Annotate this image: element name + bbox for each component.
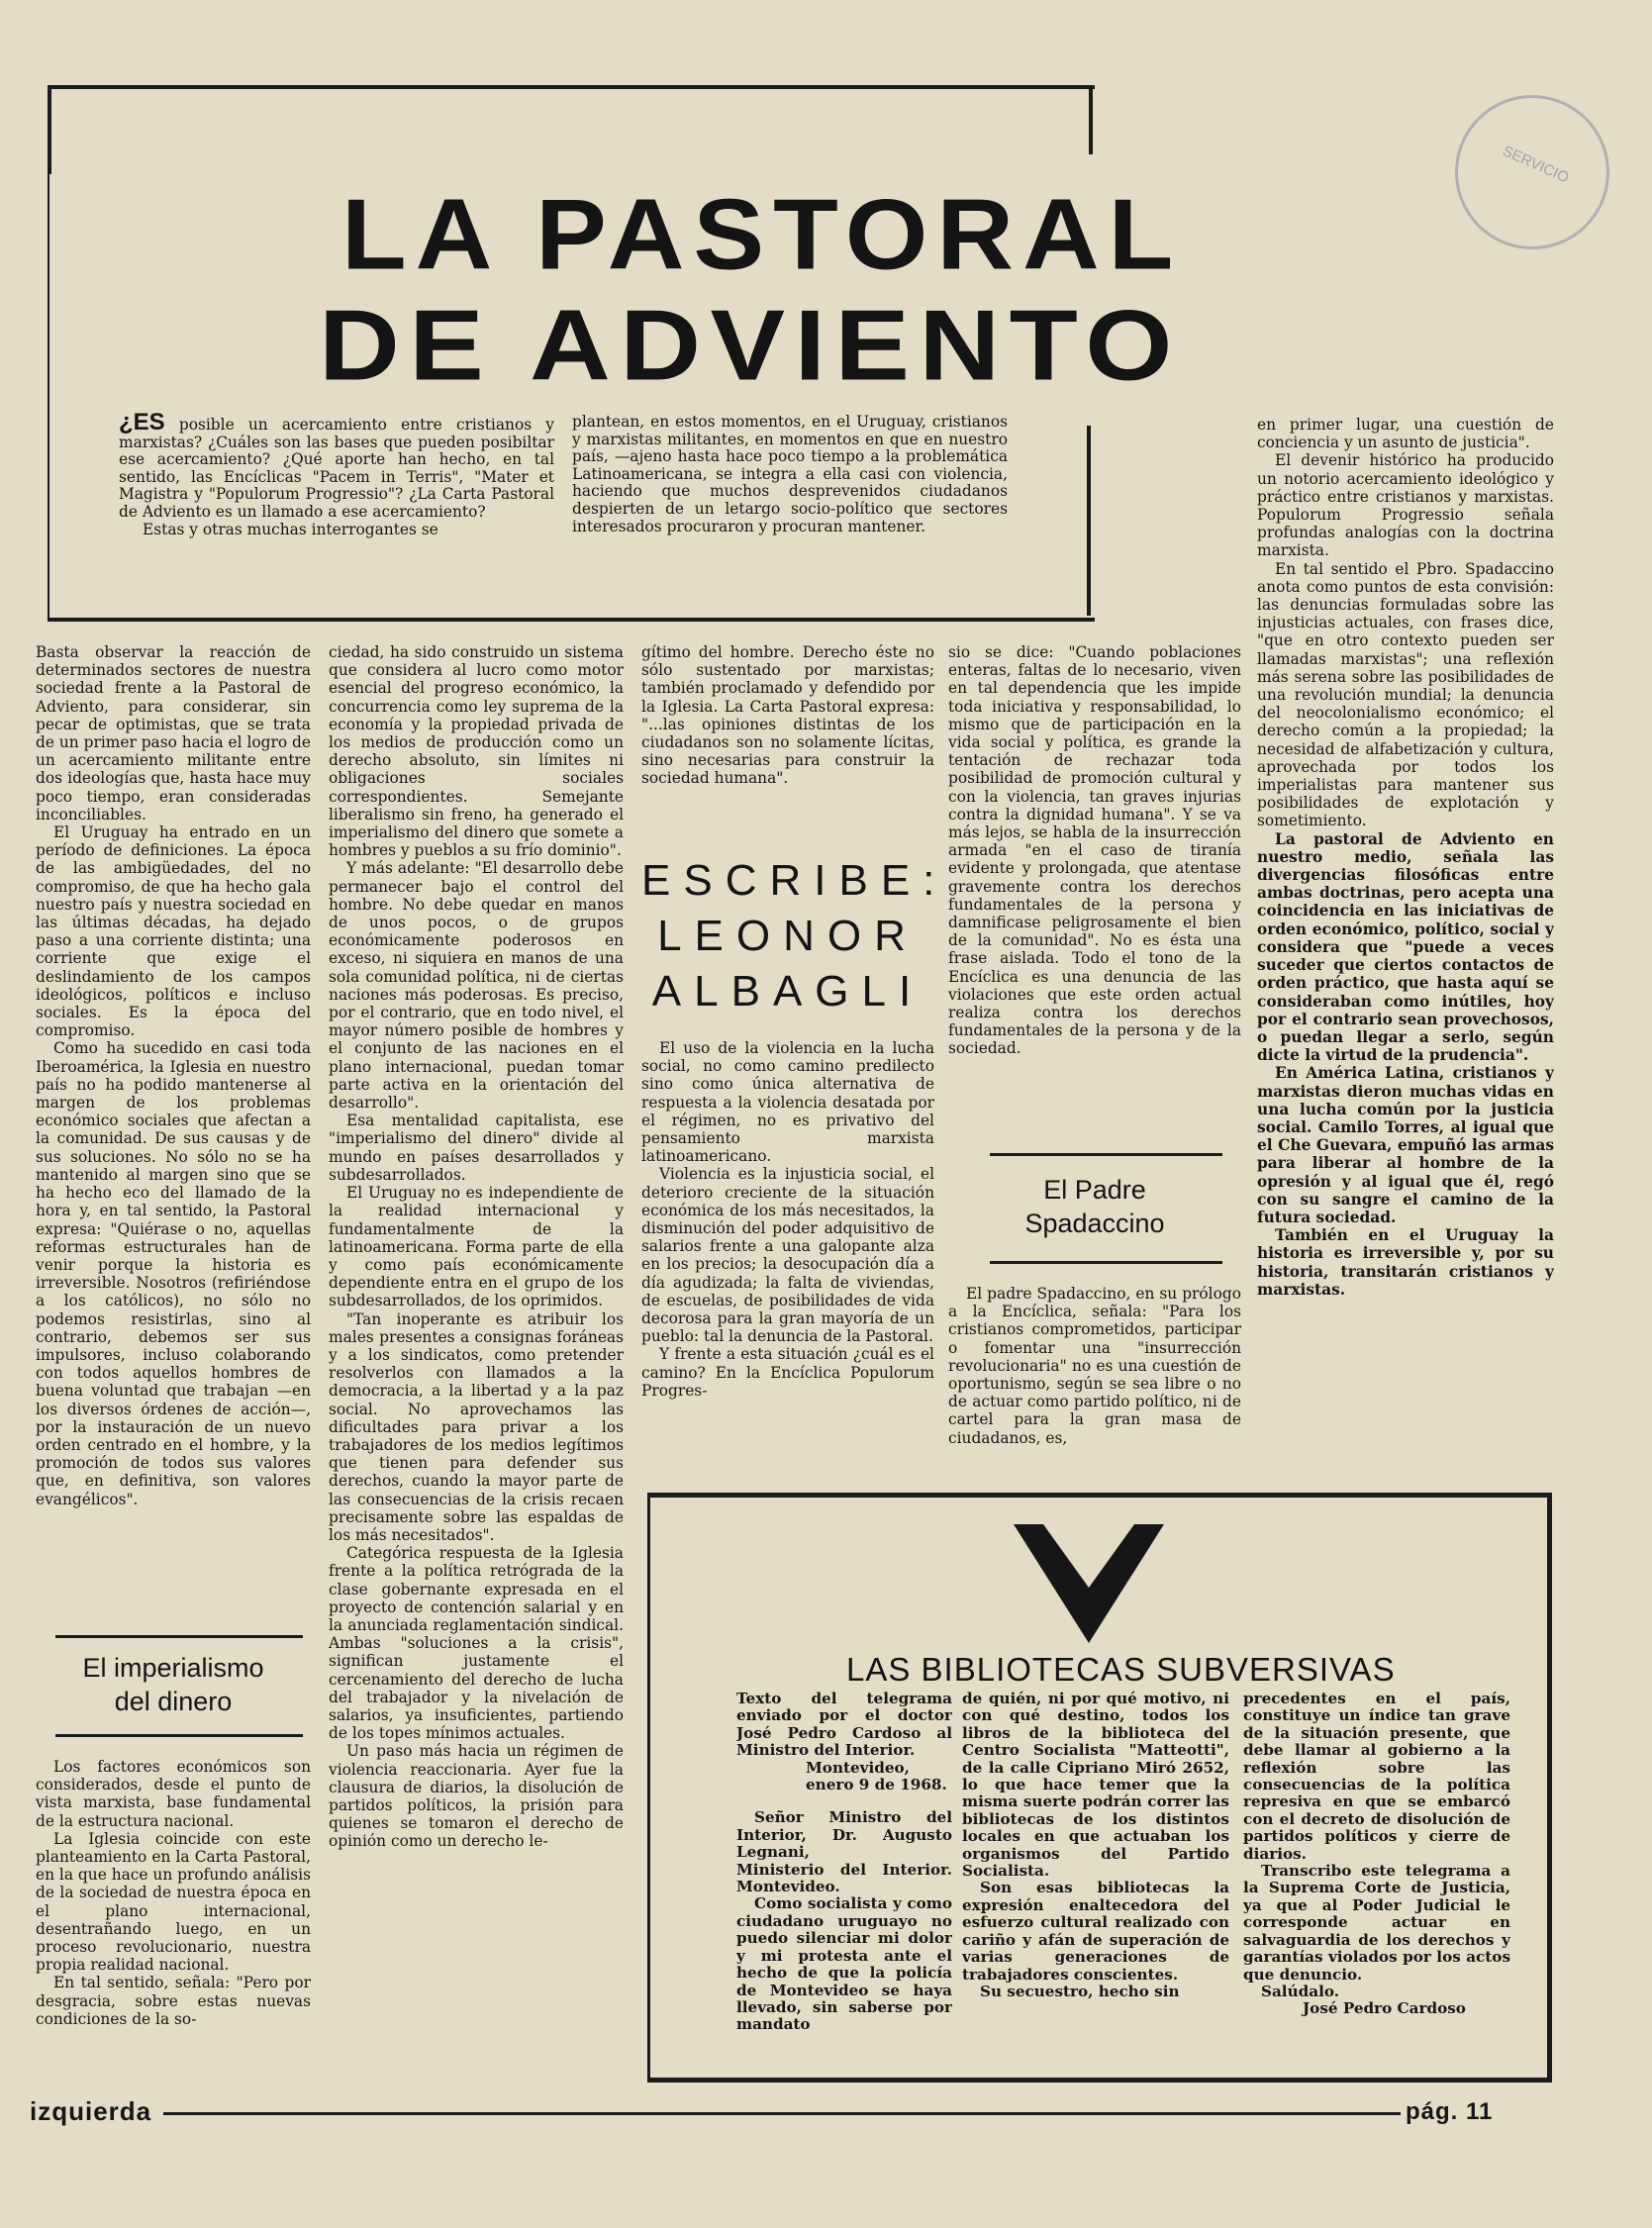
telegram-date: Montevideo, enero 9 de 1968. (806, 1758, 947, 1794)
intro-text-2: plantean, en estos momentos, en el Uruguay, cristianos y marxistas militantes, en momentos en que en nuestro país, —ajeno hasta hace poco tiempo a la problemática Latinoamericana, se integra a ella casi con violencia, haciendo que muchos desprevenidos ciudadanos despierten de un letargo socio-político que sectores interesados procuraron y procuran mantener. (572, 413, 1008, 535)
paragraph: También en el Uruguay la historia es irreversible y, por su historia, transitarán cristianos y marxistas. (1257, 1226, 1554, 1299)
divider (990, 1153, 1222, 1156)
paragraph: en primer lugar, una cuestión de conciencia y un asunto de justicia". (1257, 416, 1554, 452)
box-top-right-rule (1089, 85, 1093, 154)
telegram-col1 (736, 1691, 952, 2067)
footer-rule (163, 2112, 1401, 2115)
telegram-paragraph: Transcribo este telegrama a la Suprema Corte de Justicia, ya que al Poder Judicial le corresponde actuar en salvaguardia de los derechos y garantías violados por los actos que denuncio. (1243, 1862, 1510, 1984)
article-col5 (1257, 416, 1554, 1475)
archive-stamp (1430, 70, 1634, 274)
box-bottom-right-rule (1087, 426, 1091, 616)
paragraph: Categórica respuesta de la Iglesia frente a la política retrógrada de la clase gobernante expresada en el proyecto de contención salarial y en la anunciada reglamentación sindical. Ambas "soluciones a la crisis", significan justamente el cercenamiento del derecho de lucha del trabajador y la nivelación de salarios, ya insuficientes, partiendo de los topes mínimos actuales. (329, 1544, 624, 1743)
telegram-intro: Texto del telegrama enviado por el doctor José Pedro Cardoso al Ministro del Interior. (736, 1691, 952, 1760)
telegram-addressee: Señor Ministro del Interior, Dr. Augusto Legnani, (736, 1808, 952, 1862)
paragraph: Basta observar la reacción de determinados sectores de nuestra sociedad frente a la Pastoral de Adviento, para considerar, sin pecar de optimistas, que se trata de un primer paso hacia el logro de un acercamiento militante entre dos ideologías que, hasta hace muy poco tiempo, eran consideradas inconciliables. (36, 643, 311, 823)
telegram-closing: Salúdalo. (1261, 1982, 1339, 2000)
subhead-line: El imperialismo (82, 1653, 264, 1683)
telegram-paragraph: Son esas bibliotecas la expresión enaltecedora del esfuerzo cultural realizado con cariño y afán de superación de varias generaciones de trabajadores conscientes. (962, 1879, 1229, 1984)
paragraph: El Uruguay no es independiente de la realidad internacional y fundamentalmente de la latinoamericana. Forma parte de ella y como país económicamente dependiente entra en el grupo de los subdesarrollados, de los oprimidos. (329, 1184, 624, 1310)
intro-text-1: posible un acercamiento entre cristianos y marxistas? ¿Cuáles son las bases que pueden posibiltar ese acercamiento? ¿Qué aporte han hecho, en tal sentido, las Encíclicas "Pacem in Terris", "Mater et Magistra y "Populorum Progressio"? ¿La Carta Pastoral de Adviento es un llamado a ese acercamiento? (119, 416, 554, 521)
paragraph: Y frente a esta situación ¿cuál es el camino? En la Encíclica Populorum Progres- (641, 1345, 934, 1400)
telegram-paragraph: Como socialista y como ciudadano uruguayo no puedo silenciar mi dolor y mi protesta ante el hecho de que la policía de Montevideo se haya llevado, sin saberse por mandato (736, 1894, 952, 2034)
paragraph: En América Latina, cristianos y marxistas dieron muchas vidas en una lucha común por la justicia social. Camilo Torres, al igual que el Che Guevara, empuñó las armas para liberar al hombre de la opresión y al igual que él, regó con su sangre el camino de la futura sociedad. (1257, 1064, 1554, 1226)
box-corner-rule (48, 85, 51, 174)
telegram-col2 (962, 1691, 1229, 2067)
intro-dropcap: ¿ES (119, 409, 165, 436)
paragraph: En tal sentido, señala: "Pero por desgracia, sobre estas nuevas condiciones de la so- (36, 1974, 311, 2028)
subhead-line: Spadaccino (1024, 1209, 1165, 1238)
paragraph: Un paso más hacia un régimen de violencia reaccionaria. Ayer fue la clausura de diarios, la disolución de partidos políticos, la prisión para quienes se tomaron el derecho de opinión como un derecho le- (329, 1742, 624, 1851)
footer-masthead: izquierda (30, 2096, 152, 2126)
paragraph: Y más adelante: "El desarrollo debe permanecer bajo el control del hombre. No debe quedar en manos de unos pocos, o de grupos económicamente poderosos en exceso, ni siquiera en manos de una sola comunidad política, ni de ciertas naciones más poderosas. Es preciso, por el contrario, que en todo nivel, el mayor número posible de hombres y el conjunto de las naciones en el plano internacional, puedan tomar parte activa en la orientación del desarrollo". (329, 859, 624, 1113)
paragraph: ciedad, ha sido construido un sistema que considera al lucro como motor esencial del progreso económico, la concurrencia como ley suprema de la economía y la propiedad privada de los medios de producción como un derecho absoluto, sin límites ni obligaciones sociales correspondientes. Semejante liberalismo sin freno, ha generado el imperialismo del dinero que somete a hombres y pueblos a su frío dominio". (329, 643, 624, 860)
paragraph: La Iglesia coincide con este planteamiento en la Carta Pastoral, en la que hace un profundo análisis de la sociedad de nuestra época en el plano internacional, desentrañando luego, en un proceso revolucionario, nuestra propia realidad nacional. (36, 1829, 311, 1975)
paragraph: El uso de la violencia en la lucha social, no como camino predilecto sino como única alternativa de respuesta a la violencia desatada por el régimen, no es privativo del pensamiento marxista latinoamericano. (641, 1039, 934, 1166)
telegram-ministry: Ministerio del Interior. Montevideo. (736, 1860, 952, 1896)
author-last-name: ALBAGLI (651, 967, 924, 1016)
paragraph: La pastoral de Adviento en nuestro medio, señala las divergencias filosóficas entre ambas doctrinas, pero acepta una coincidencia en las iniciativas de orden económico, político, social y considera que "puede a veces suceder que ciertos contactos de orden práctico, que hasta aquí se consideraban como inútiles, hoy por el contrario sean provechosos, o puedan llegar a serlo, según dicte la virtud de la prudencia". (1257, 829, 1554, 1065)
telegram-col3 (1243, 1691, 1510, 2067)
telegram-signature: José Pedro Cardoso (1303, 1999, 1466, 2018)
intro-col2 (572, 414, 1008, 535)
box-title: LAS BIBLIOTECAS SUBVERSIVAS (846, 1651, 1396, 1688)
paragraph: En tal sentido el Pbro. Spadaccino anota como puntos de esta convisión: las denuncias formuladas sobre las injusticias actuales, con frases dice, "que en otro contexto pueden ser llamadas marxistas"; una reflexión más serena sobre las posibilidades de una revolución mundial; la denuncia del neocolonialismo económico; el derecho común a la propiedad; la necesidad de alfabetización y cultura, aprovechada por todos los imperialistas para mantener sus posibilidades de explotación y sometimiento. (1257, 559, 1554, 830)
intro-text-1b: Estas y otras muchas interrogantes se (143, 520, 438, 538)
paragraph: El padre Spadaccino, en su prólogo a la Encíclica, señala: "Para los cristianos comprometidos, participar o fomentar una "insurrección revolucionaria" no es una cuestión de oportunismo, según se sea libre o no de actuar como partido político, ni de cartel para la gran masa de ciudadanos, es, (948, 1285, 1241, 1447)
article-col4-top (948, 643, 1241, 1158)
subhead-line: del dinero (114, 1687, 233, 1716)
divider (990, 1261, 1222, 1264)
paragraph: Esa mentalidad capitalista, ese "imperialismo del dinero" divide al mundo en países desarrollados y subdesarrollados. (329, 1112, 624, 1184)
paragraph: Violencia es la injusticia social, el deterioro creciente de la situación económica de los más necesitados, la disminución del poder adquisitivo de salarios frente a una galopante alza en los precios; la desocupación día a día agudizada; la falta de viviendas, de escuelas, de posibilidades de vida decorosa para la gran mayoría de un pueblo: tal la denuncia de la Pastoral. (641, 1165, 934, 1346)
paragraph: "Tan inoperante es atribuir los males presentes a consignas foráneas y a los sindicatos, como pretender resolverlos con llamados a la democracia, a la libertad y a la paz social. No aprovechamos las dificultades para privar a los trabajadores de los medios legítimos que tienen para defender sus derechos, cuando la mayor parte de las consecuencias de la crisis recaen precisamente sobre las espaldas de los más necesitados". (329, 1309, 624, 1544)
article-col2 (329, 643, 624, 2069)
paragraph: El devenir histórico ha producido un notorio acercamiento ideológico y práctico entre cristianos y marxistas. Populorum Progressio señala profundas analogías con la doctrina marxista. (1257, 451, 1554, 560)
divider (55, 1635, 303, 1638)
telegram-paragraph: Su secuestro, hecho sin (980, 1982, 1180, 2000)
paragraph: sio se dice: "Cuando poblaciones enteras, faltas de lo necesario, viven en tal dependencia que les impide toda iniciativa y responsabilidad, lo mismo que de participación en la vida social y política, es grande la tentación de rechazar toda posibilidad de promoción cultural y con la violencia, tan graves injurias contra la dignidad humana". Y se va más lejos, se habla de la insurrección armada "en el caso de tiranía evidente y prolongada, que atentase gravemente contra los derechos fundamentales de la persona y damnificase peligrosamente el bien de la comunidad". No es ésta una frase aislada. Todo el tono de la Encíclica es una denuncia de las violaciones que este orden actual realiza contra los derechos fundamentales de la persona y de la sociedad. (948, 643, 1241, 1058)
arrow-down-icon (1014, 1524, 1164, 1643)
paragraph: gítimo del hombre. Derecho éste no sólo sustentado por marxistas; también proclamado y defendido por la Iglesia. La Carta Pastoral expresa: "...las opiniones distintas de los ciudadanos son no solamente lícitas, sino necesarias para construir la sociedad humana". (641, 643, 934, 788)
divider (55, 1734, 303, 1737)
author-first-name: LEONOR (657, 912, 919, 960)
article-col1-lower (36, 1758, 311, 2065)
telegram-paragraph: precedentes en el país, constituye un índice tan grave de la situación presente, que debe llamar al gobierno a la reflexión sobre las consecuencias de la política represiva en que se embarcó con el decreto de disolución de partidos políticos y cierre de diarios. (1243, 1691, 1510, 1863)
byline-label: ESCRIBE: (641, 856, 948, 905)
subhead-padre (948, 1173, 1241, 1240)
headline-line2: DE ADVIENTO (319, 290, 1182, 402)
telegram-paragraph: de quién, ni por qué motivo, ni con qué destino, todos los libros de la biblioteca del Centro Socialista "Matteotti", de la calle Cipriano Miró 2652, lo que hace temer que la misma suerte podrán correr las bibliotecas de los distintos locales en que actuaban los organismos del Partido Socialista. (962, 1691, 1229, 1881)
article-col1 (36, 643, 311, 1618)
article-col4-bottom (948, 1285, 1241, 1479)
headline-line1: LA PASTORAL (341, 179, 1183, 291)
article-col3-top (641, 643, 934, 841)
intro-col1 (119, 409, 554, 538)
byline (641, 853, 948, 1019)
paragraph: Como ha sucedido en casi toda Iberoamérica, la Iglesia en nuestro país no ha podido mantenerse al margen de los problemas económico sociales que afectan a la comunidad. De sus causas y de sus soluciones. No sólo no se ha mantenido al margen sino que se ha hecho eco del llamado de la hora y, en tal sentido, la Pastoral expresa: "Quiérase o no, aquellas reformas estructurales han de venir porque la historia es irreversible. Nosotros (refiriéndose a los católicos), no sólo no podemos resistirlas, sino al contrario, debemos ser sus impulsores, incluso colaborando con todos aquellos hombres de buena voluntad que trabajan —en los diversos órdenes de acción—, por la instauración de un nuevo orden centrado en el hombre, y la promoción de todos sus valores que, en definitiva, son valores evangélicos". (36, 1039, 311, 1508)
article-col3-bottom (641, 1039, 934, 1475)
paragraph: El Uruguay ha entrado en un período de definiciones. La época de las ambigüedades, del no compromiso, de que ha hecho gala nuestro país y nuestra sociedad en las últimas décadas, ha dejado paso a una corriente distinta; una corriente que exige el deslindamiento de los campos ideológicos, políticos e incluso sociales. Es la época del compromiso. (36, 823, 311, 1040)
paragraph: Los factores económicos son considerados, desde el punto de vista marxista, base fundamental de la estructura nacional. (36, 1758, 311, 1830)
subhead-line: El Padre (1043, 1175, 1146, 1205)
page-number: pág. 11 (1406, 2098, 1494, 2125)
subhead-imperialismo (36, 1651, 311, 1718)
stamp-text: SERVICIO (1500, 142, 1572, 187)
